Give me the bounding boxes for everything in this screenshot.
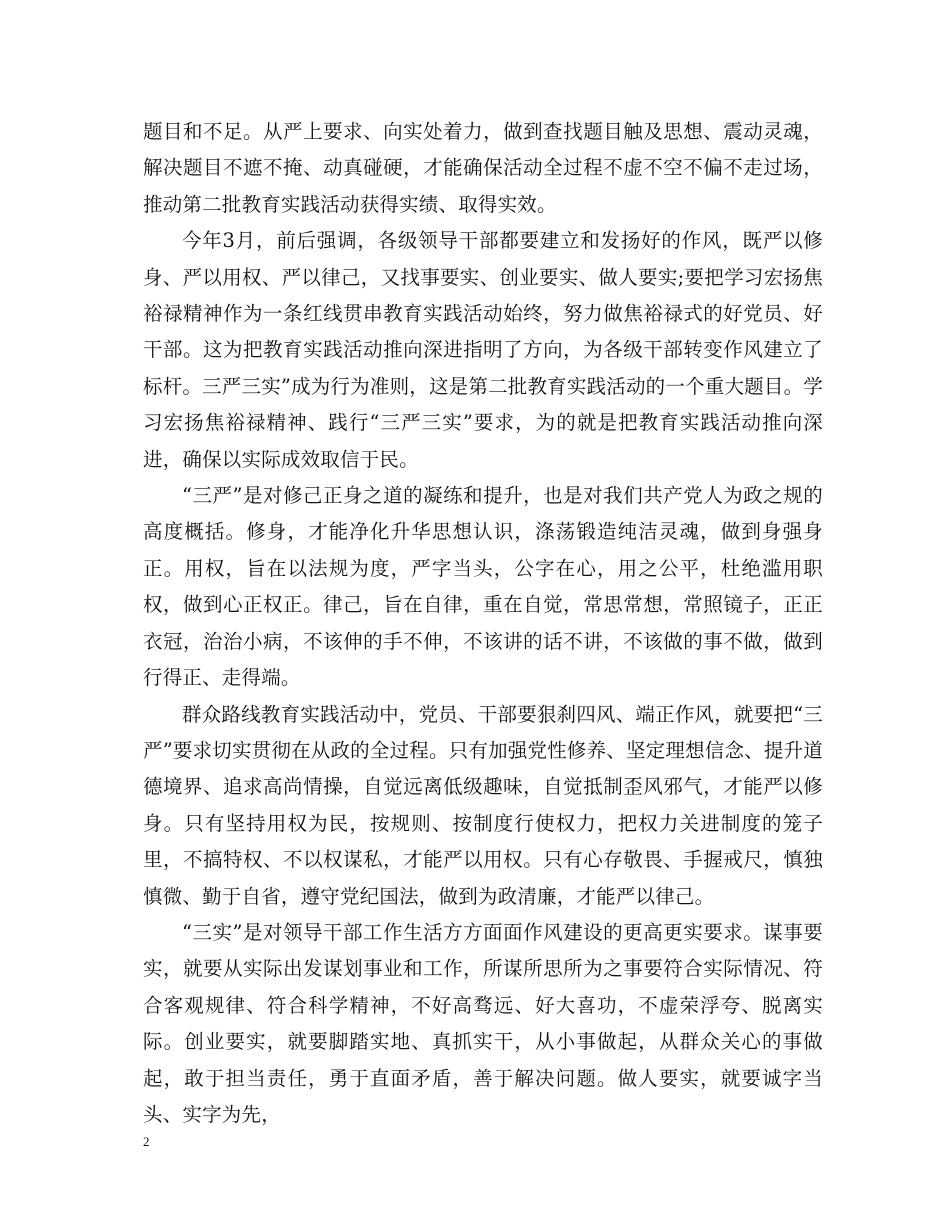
body-text — [143, 114, 823, 1133]
page-number: 2 — [143, 1134, 150, 1149]
paragraph-1: 题目和不足。从严上要求、向实处着力，做到查找题目触及思想、震动灵魂，解决题目不遮不掩、动真碰硬，才能确保活动全过程不虚不空不偏不走过场，推动第二批教育实践活动获得实绩、取得实效。 — [143, 120, 823, 216]
paragraph-3: “三严”是对修己正身之道的凝练和提升，也是对我们共产党人为政之规的高度概括。修身，才能净化升华思想认识，涤荡锻造纯洁灵魂，做到身强身正。用权，旨在以法规为度，严字当头，公字在心，用之公平，杜绝滥用职权，做到心正权正。律己，旨在自律，重在自觉，常思常想，常照镜子，正正衣冠，治治小病，不该伸的手不伸，不该讲的话不讲，不该做的事不做，做到行得正、走得端。 — [143, 484, 823, 690]
paragraph-5: “三实”是对领导干部工作生活方方面面作风建设的更高更实要求。谋事要实，就要从实际出发谋划事业和工作，所谋所思所为之事要符合实际情况、符合客观规律、符合科学精神，不好高骛远、好大喜功，不虚荣浮夸、脱离实际。创业要实，就要脚踏实地、真抓实干，从小事做起，从群众关心的事做起，敢于担当责任，勇于直面矛盾，善于解决问题。做人要实，就要诚字当头、实字为先， — [143, 920, 823, 1126]
paragraph-4: 群众路线教育实践活动中，党员、干部要狠刹四风、端正作风，就要把“三严”要求切实贯彻在从政的全过程。只有加强党性修养、坚定理想信念、提升道德境界、追求高尚情操，自觉远离低级趣味，自觉抵制歪风邪气，才能严以修身。只有坚持用权为民，按规则、按制度行使权力，把权力关进制度的笼子里，不搞特权、不以权谋私，才能严以用权。只有心存敬畏、手握戒尺，慎独慎微、勤于自省，遵守党纪国法，做到为政清廉，才能严以律己。 — [143, 702, 823, 908]
paragraph-2: 今年3月，前后强调，各级领导干部都要建立和发扬好的作风，既严以修身、严以用权、严以律己，又找事要实、创业要实、做人要实;要把学习宏扬焦裕禄精神作为一条红线贯串教育实践活动始终，努力做焦裕禄式的好党员、好干部。这为把教育实践活动推向深进指明了方向，为各级干部转变作风建立了标杆。三严三实”成为行为准则，这是第二批教育实践活动的一个重大题目。学习宏扬焦裕禄精神、践行“三严三实”要求，为的就是把教育实践活动推向深进，确保以实际成效取信于民。 — [143, 229, 823, 471]
